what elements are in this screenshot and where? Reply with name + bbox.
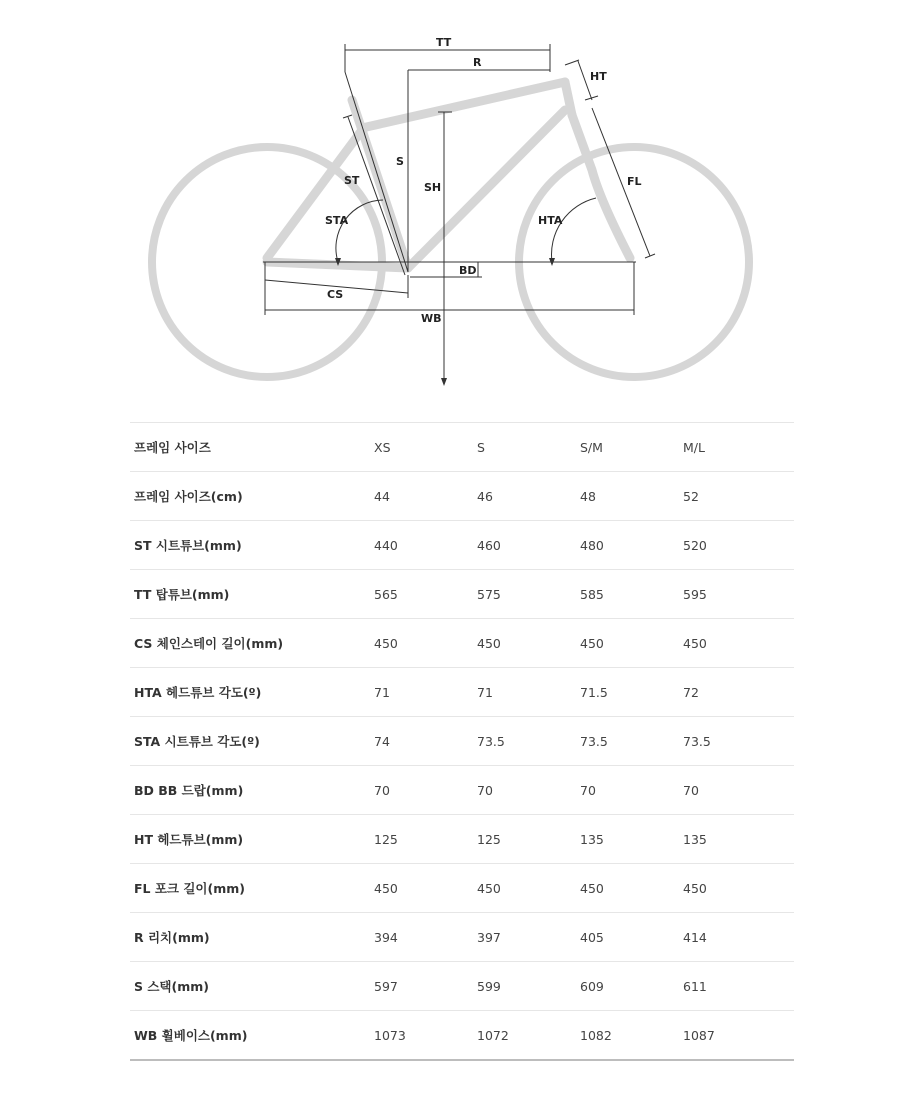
table-row <box>130 1011 794 1061</box>
label-hta: HTA <box>538 214 563 227</box>
label-st: ST <box>344 174 360 187</box>
row-label: HT 헤드튜브(mm) <box>130 815 370 864</box>
row-value: 394 <box>370 913 473 962</box>
row-value: 71 <box>473 668 576 717</box>
row-value: 125 <box>473 815 576 864</box>
row-value: 414 <box>679 913 794 962</box>
label-s: S <box>396 155 404 168</box>
row-value: 73.5 <box>679 717 794 766</box>
table-row <box>130 717 794 766</box>
table-row <box>130 668 794 717</box>
label-cs: CS <box>327 288 344 301</box>
row-value: 71.5 <box>576 668 679 717</box>
row-value: 450 <box>576 619 679 668</box>
row-value: 520 <box>679 521 794 570</box>
label-r: R <box>473 56 482 69</box>
row-value: 70 <box>370 766 473 815</box>
row-value: 575 <box>473 570 576 619</box>
row-value: 46 <box>473 472 576 521</box>
row-label: TT 탑튜브(mm) <box>130 570 370 619</box>
row-value: 397 <box>473 913 576 962</box>
row-value: 48 <box>576 472 679 521</box>
row-value: 70 <box>679 766 794 815</box>
bike-geometry-diagram <box>0 0 920 400</box>
row-value: 73.5 <box>576 717 679 766</box>
row-value: 52 <box>679 472 794 521</box>
row-value: 44 <box>370 472 473 521</box>
row-label: FL 포크 길이(mm) <box>130 864 370 913</box>
row-value: 609 <box>576 962 679 1011</box>
row-value: 70 <box>576 766 679 815</box>
table-header-row <box>130 423 794 472</box>
label-tt: TT <box>436 36 452 49</box>
label-bd: BD <box>459 264 477 277</box>
table-row <box>130 864 794 913</box>
row-value: 611 <box>679 962 794 1011</box>
row-value: 70 <box>473 766 576 815</box>
table-row <box>130 570 794 619</box>
header-size: XS <box>370 423 473 472</box>
row-value: 405 <box>576 913 679 962</box>
row-label: HTA 헤드튜브 각도(º) <box>130 668 370 717</box>
table-row <box>130 472 794 521</box>
row-label: S 스택(mm) <box>130 962 370 1011</box>
row-value: 585 <box>576 570 679 619</box>
table-row <box>130 913 794 962</box>
row-value: 72 <box>679 668 794 717</box>
table-row <box>130 815 794 864</box>
row-value: 595 <box>679 570 794 619</box>
header-size: S/M <box>576 423 679 472</box>
row-value: 599 <box>473 962 576 1011</box>
label-sta: STA <box>325 214 349 227</box>
row-value: 450 <box>370 864 473 913</box>
row-value: 565 <box>370 570 473 619</box>
row-value: 450 <box>370 619 473 668</box>
label-wb: WB <box>421 312 442 325</box>
row-value: 71 <box>370 668 473 717</box>
table-row <box>130 521 794 570</box>
header-size: S <box>473 423 576 472</box>
header-label: 프레임 사이즈 <box>130 423 370 472</box>
label-ht: HT <box>590 70 607 83</box>
row-label: 프레임 사이즈(cm) <box>130 472 370 521</box>
label-sh: SH <box>424 181 442 194</box>
table-row <box>130 962 794 1011</box>
geometry-table <box>130 422 794 1061</box>
row-label: WB 휠베이스(mm) <box>130 1011 370 1061</box>
label-fl: FL <box>627 175 642 188</box>
row-value: 450 <box>576 864 679 913</box>
row-label: STA 시트튜브 각도(º) <box>130 717 370 766</box>
row-value: 450 <box>679 619 794 668</box>
row-value: 135 <box>576 815 679 864</box>
row-value: 597 <box>370 962 473 1011</box>
row-label: CS 체인스테이 길이(mm) <box>130 619 370 668</box>
row-value: 74 <box>370 717 473 766</box>
row-value: 1073 <box>370 1011 473 1061</box>
table-row <box>130 766 794 815</box>
row-label: BD BB 드랍(mm) <box>130 766 370 815</box>
row-value: 135 <box>679 815 794 864</box>
row-label: ST 시트튜브(mm) <box>130 521 370 570</box>
row-value: 450 <box>473 619 576 668</box>
row-value: 450 <box>679 864 794 913</box>
row-label: R 리치(mm) <box>130 913 370 962</box>
row-value: 440 <box>370 521 473 570</box>
row-value: 1082 <box>576 1011 679 1061</box>
bike-frame <box>267 82 630 268</box>
row-value: 73.5 <box>473 717 576 766</box>
row-value: 1087 <box>679 1011 794 1061</box>
table-row <box>130 619 794 668</box>
row-value: 480 <box>576 521 679 570</box>
row-value: 460 <box>473 521 576 570</box>
row-value: 1072 <box>473 1011 576 1061</box>
header-size: M/L <box>679 423 794 472</box>
row-value: 450 <box>473 864 576 913</box>
row-value: 125 <box>370 815 473 864</box>
